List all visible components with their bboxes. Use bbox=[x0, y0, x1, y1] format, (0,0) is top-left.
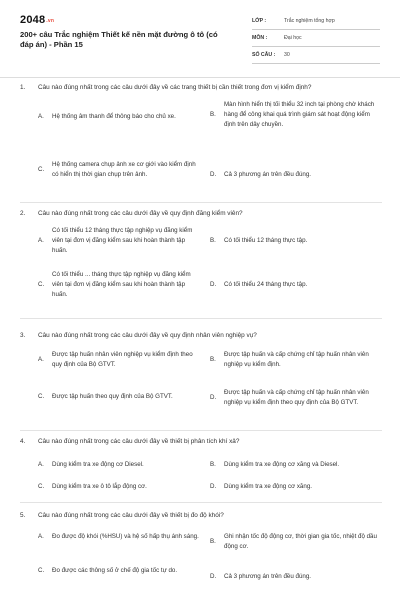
option-text: Có tối thiểu ... tháng thực tập nghiệp vụ đăng kiểm viên tại đơn vị đăng kiểm sau khi hoàn thành tập huấn. bbox=[52, 271, 191, 298]
meta-value: 30 bbox=[284, 52, 290, 58]
option-text: Ghi nhận tốc độ động cơ, thời gian gia tốc, nhiệt độ dầu động cơ. bbox=[224, 533, 377, 550]
option-text: Cả 3 phương án trên đều đúng. bbox=[224, 171, 311, 178]
option-text: Cả 3 phương án trên đều đúng. bbox=[224, 573, 311, 580]
question-divider bbox=[20, 502, 382, 503]
question-number: 5. bbox=[20, 512, 26, 519]
logo-text: 2048 bbox=[20, 14, 46, 26]
option-letter: B. bbox=[210, 356, 216, 363]
question-header bbox=[20, 332, 378, 339]
option-letter: B. bbox=[210, 237, 216, 244]
option-letter: A. bbox=[38, 356, 44, 363]
option-c[interactable] bbox=[38, 160, 200, 180]
option-letter: D. bbox=[210, 171, 217, 178]
option-text: Dùng kiểm tra xe động cơ Diesel. bbox=[52, 461, 144, 468]
question-divider bbox=[20, 202, 382, 203]
option-letter: D. bbox=[210, 281, 217, 288]
option-text: Hệ thống camera chụp ảnh xe cơ giới vào kiểm định có hiển thị thời gian chụp trên ảnh. bbox=[52, 161, 196, 178]
question-header bbox=[20, 84, 378, 91]
logo-suffix: .vn bbox=[46, 18, 55, 24]
option-a[interactable] bbox=[38, 112, 200, 122]
option-b[interactable] bbox=[210, 236, 382, 246]
option-text: Dùng kiểm tra xe ô tô lắp động cơ. bbox=[52, 483, 147, 490]
option-a[interactable] bbox=[38, 350, 200, 370]
option-letter: B. bbox=[210, 461, 216, 468]
question-text: Câu nào đúng nhất trong các câu dưới đây về các trang thiết bị cần thiết trong đơn vị kiểm định? bbox=[38, 84, 312, 91]
option-text: Được tập huấn theo quy định của Bộ GTVT. bbox=[52, 393, 173, 400]
question-number: 4. bbox=[20, 438, 26, 445]
option-text: Được tập huấn và cấp chứng chỉ tập huấn nhân viên nghiệp vụ kiểm định. bbox=[224, 351, 369, 368]
meta-value: Trắc nghiệm tổng hợp bbox=[284, 18, 335, 24]
document-meta bbox=[252, 13, 380, 64]
option-letter: A. bbox=[38, 113, 44, 120]
option-letter: A. bbox=[38, 461, 44, 468]
option-text: Được tập huấn nhân viên nghiệp vụ kiểm định theo quy định của Bộ GTVT. bbox=[52, 351, 193, 368]
meta-row-count bbox=[252, 47, 380, 64]
option-letter: C. bbox=[38, 393, 45, 400]
meta-label: SỐ CÂU : bbox=[252, 52, 276, 58]
option-text: Hệ thống âm thanh để thông báo cho chủ xe. bbox=[52, 113, 176, 120]
option-c[interactable] bbox=[38, 566, 200, 576]
question-number: 3. bbox=[20, 332, 26, 339]
question-text: Câu nào đúng nhất trong các câu dưới đây về thiết bị phân tích khí xả? bbox=[38, 438, 240, 445]
meta-label: MÔN : bbox=[252, 35, 268, 41]
option-letter: D. bbox=[210, 573, 217, 580]
option-letter: C. bbox=[38, 567, 45, 574]
question-text: Câu nào đúng nhất trong các câu dưới đây về quy định đăng kiểm viên? bbox=[38, 210, 243, 217]
option-letter: B. bbox=[210, 538, 216, 545]
option-a[interactable] bbox=[38, 532, 200, 542]
option-letter: A. bbox=[38, 533, 44, 540]
meta-row-subject bbox=[252, 30, 380, 47]
option-letter: A. bbox=[38, 237, 44, 244]
question-header bbox=[20, 512, 378, 519]
document-title: 200+ câu Trắc nghiệm Thiết kế nền mặt đường ô tô (có đáp án) - Phần 15 bbox=[20, 30, 218, 49]
option-a[interactable] bbox=[38, 460, 200, 470]
option-text: Dùng kiểm tra xe động cơ xăng. bbox=[224, 483, 312, 490]
question-divider bbox=[20, 430, 382, 431]
option-d[interactable] bbox=[210, 388, 382, 408]
option-c[interactable] bbox=[38, 482, 200, 492]
question-text: Câu nào đúng nhất trong các câu dưới đây về quy định nhân viên nghiệp vụ? bbox=[38, 332, 257, 339]
option-text: Dùng kiểm tra xe động cơ xăng và Diesel. bbox=[224, 461, 340, 468]
site-logo[interactable] bbox=[20, 14, 54, 26]
option-b[interactable] bbox=[210, 532, 382, 552]
option-b[interactable] bbox=[210, 460, 382, 470]
option-text: Có tối thiểu 24 tháng thực tập. bbox=[224, 281, 308, 288]
option-letter: B. bbox=[210, 111, 216, 118]
meta-row-class bbox=[252, 13, 380, 30]
option-d[interactable] bbox=[210, 280, 382, 290]
option-letter: D. bbox=[210, 394, 217, 401]
option-text: Đo được các thông số ở chế độ gia tốc tự do. bbox=[52, 567, 178, 574]
option-b[interactable] bbox=[210, 350, 382, 370]
option-d[interactable] bbox=[210, 482, 382, 492]
question-number: 2. bbox=[20, 210, 26, 217]
option-d[interactable] bbox=[210, 170, 382, 180]
option-text: Có tối thiểu 12 tháng thực tập. bbox=[224, 237, 308, 244]
option-letter: C. bbox=[38, 483, 45, 490]
option-text: Được tập huấn và cấp chứng chỉ tập huấn nhân viên nghiệp vụ kiểm định theo quy định của Bộ GTVT. bbox=[224, 389, 369, 406]
option-letter: D. bbox=[210, 483, 217, 490]
option-b[interactable] bbox=[210, 100, 382, 130]
option-letter: C. bbox=[38, 281, 45, 288]
option-text: Màn hình hiển thị tối thiểu 32 inch tại phòng chờ khách hàng để công khai quá trình giám sát hoạt động kiểm định trên dây chuyền. bbox=[224, 101, 375, 128]
meta-label: LỚP : bbox=[252, 18, 267, 24]
page-header bbox=[0, 0, 400, 78]
option-c[interactable] bbox=[38, 270, 200, 300]
question-header bbox=[20, 210, 378, 217]
option-letter: C. bbox=[38, 166, 45, 173]
option-text: Có tối thiểu 12 tháng thực tập nghiệp vụ đăng kiểm viên tại đơn vị đăng kiểm sau khi hoàn thành tập huấn. bbox=[52, 227, 193, 254]
option-c[interactable] bbox=[38, 392, 200, 402]
option-d[interactable] bbox=[210, 572, 382, 582]
question-divider bbox=[20, 318, 382, 319]
question-number: 1. bbox=[20, 84, 26, 91]
question-header bbox=[20, 438, 378, 445]
meta-value: Đại học bbox=[284, 35, 302, 41]
option-text: Đo được độ khói (%HSU) và hệ số hấp thụ ánh sáng. bbox=[52, 533, 199, 540]
question-text: Câu nào đúng nhất trong các câu dưới đây về thiết bị đo độ khói? bbox=[38, 512, 224, 519]
option-a[interactable] bbox=[38, 226, 200, 256]
